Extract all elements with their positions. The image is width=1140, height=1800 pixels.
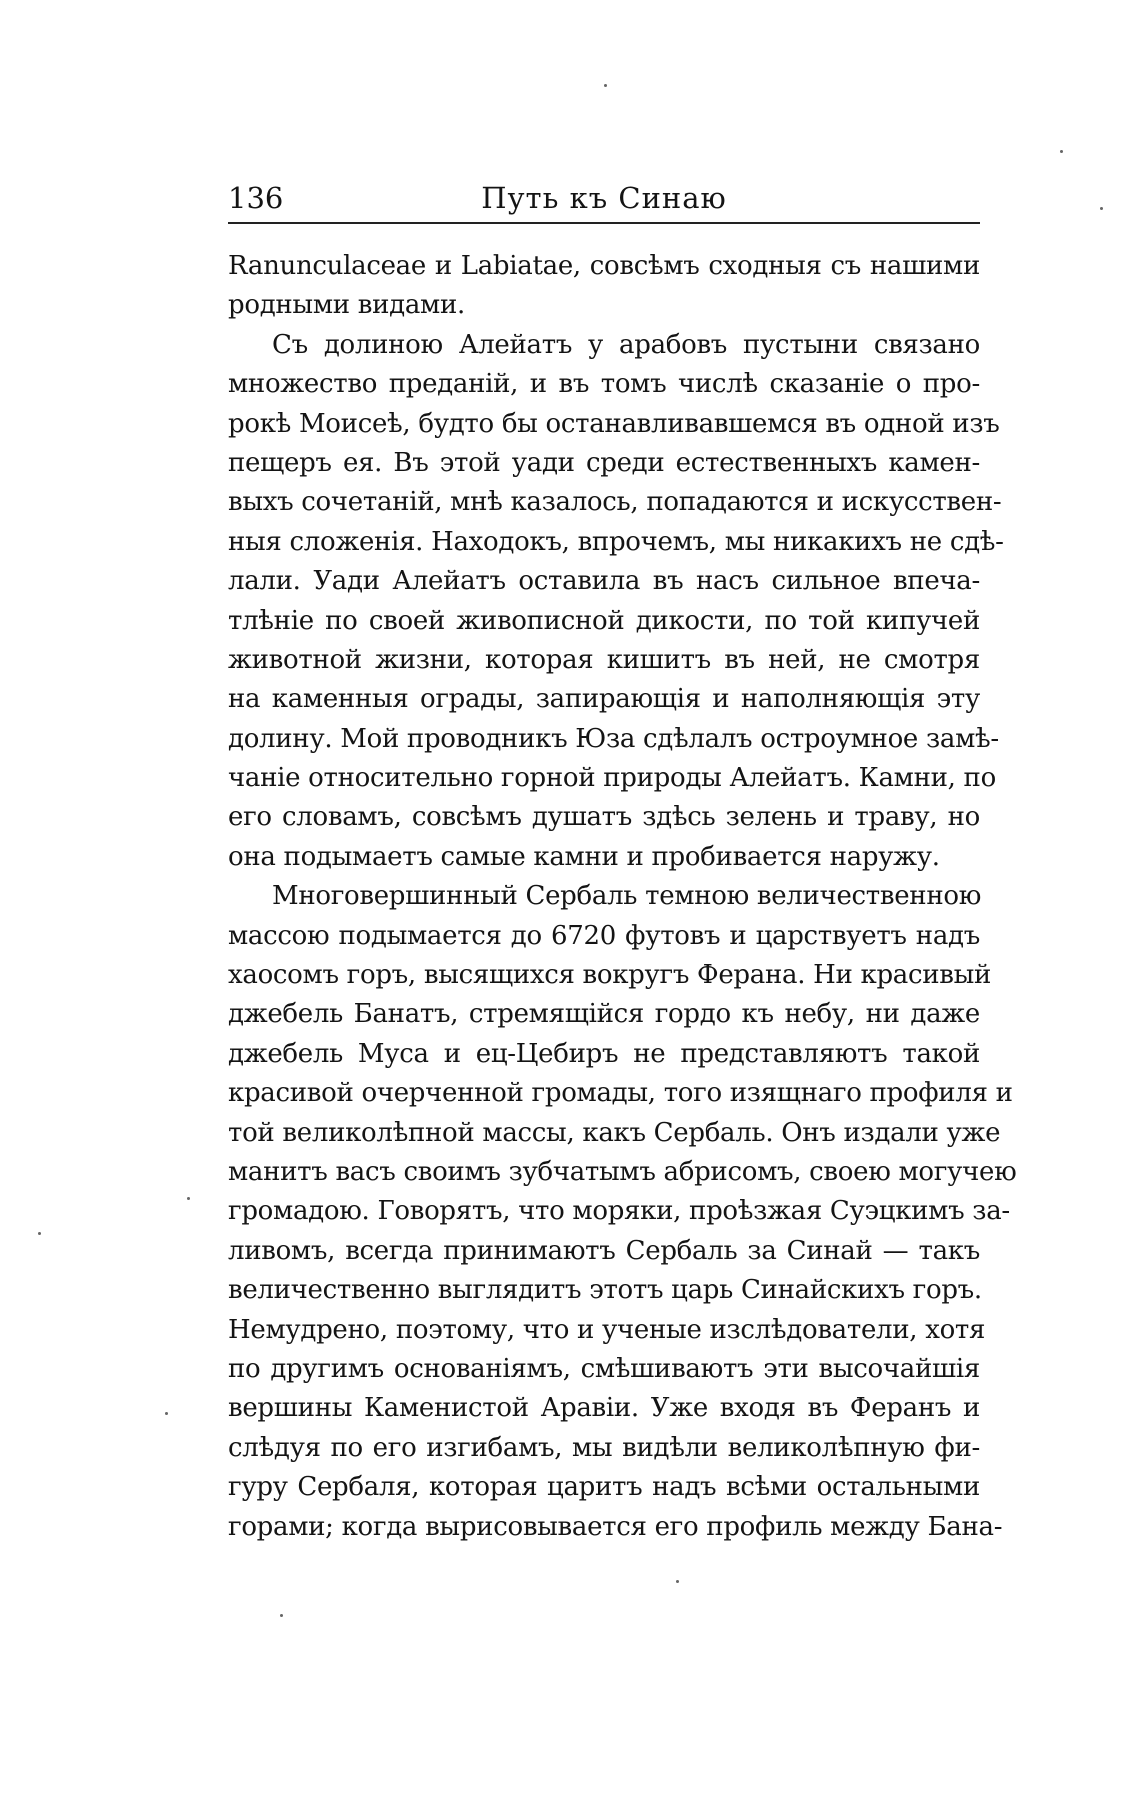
text-line: вершины Каменистой Аравіи. Уже входя въ Феранъ и bbox=[228, 1393, 980, 1424]
text-line: рокѣ Моисеѣ, будто бы останавливавшемся въ одной изъ bbox=[228, 408, 1000, 439]
scan-speck bbox=[1100, 207, 1103, 210]
text-line: Многовершинный Сербаль темною величественною bbox=[272, 881, 982, 912]
text-line: ныя сложенія. Находокъ, впрочемъ, мы никакихъ не сдѣ- bbox=[228, 526, 1004, 557]
text-line: хаосомъ горъ, высящихся вокругъ Ферана. Ни красивый bbox=[228, 960, 992, 991]
running-title: Путь къ Синаю bbox=[481, 181, 727, 215]
text-line: долину. Мой проводникъ Юза сдѣлалъ остроумное замѣ- bbox=[228, 723, 999, 754]
text-line: выхъ сочетаній, мнѣ казалось, попадаются и искусствен- bbox=[228, 487, 1002, 518]
text-line: по другимъ основаніямъ, смѣшиваютъ эти высочайшія bbox=[228, 1353, 980, 1384]
text-line: Ranunculaceae и Labiatae, совсѣмъ сходныя съ нашими bbox=[228, 251, 980, 281]
text-line: пещеръ ея. Въ этой уади среди естественныхъ камен- bbox=[228, 447, 980, 478]
text-line: красивой очерченной громады, того изящнаго профиля и bbox=[228, 1078, 1013, 1109]
text-line: Немудрено, поэтому, что и ученые изслѣдователи, хотя bbox=[228, 1314, 986, 1345]
scan-speck bbox=[604, 84, 607, 87]
body-text bbox=[228, 247, 1017, 1547]
scan-speck bbox=[1060, 150, 1063, 153]
text-line: слѣдуя по его изгибамъ, мы видѣли великолѣпную фи- bbox=[228, 1432, 980, 1463]
text-line: джебель Муса и ец-Цебиръ не представляютъ такой bbox=[228, 1038, 980, 1069]
text-line: громадою. Говорятъ, что моряки, проѣзжая Суэцкимъ за- bbox=[228, 1196, 1010, 1227]
text-line: горами; когда вырисовывается его профиль между Бана- bbox=[228, 1511, 1003, 1542]
scan-speck bbox=[187, 1197, 190, 1200]
scan-speck bbox=[676, 1580, 679, 1583]
text-line: ливомъ, всегда принимаютъ Сербаль за Синай — такъ bbox=[228, 1235, 980, 1266]
scan-speck bbox=[38, 1232, 41, 1235]
text-line: на каменныя ограды, запирающія и наполняющія эту bbox=[228, 684, 980, 715]
text-line: тлѣніе по своей живописной дикости, по той кипучей bbox=[228, 605, 980, 636]
text-line: джебель Банатъ, стремящійся гордо къ небу, ни даже bbox=[228, 999, 980, 1030]
text-line: животной жизни, которая кишитъ въ ней, не смотря bbox=[228, 644, 980, 675]
text-line: величественно выглядитъ этотъ царь Синайскихъ горъ. bbox=[228, 1275, 982, 1306]
scan-speck bbox=[165, 1412, 168, 1415]
text-line: родными видами. bbox=[228, 290, 465, 321]
page-header bbox=[228, 178, 980, 222]
text-line: его словамъ, совсѣмъ душатъ здѣсь зелень и траву, но bbox=[228, 802, 980, 833]
page-number: 136 bbox=[228, 181, 284, 215]
text-line: множество преданій, и въ томъ числѣ сказаніе о про- bbox=[228, 369, 980, 400]
text-line: гуру Сербаля, которая царитъ надъ всѣми остальными bbox=[228, 1472, 980, 1503]
scan-speck bbox=[280, 1614, 283, 1617]
text-line: лали. Уади Алейатъ оставила въ насъ сильное впеча- bbox=[228, 566, 980, 597]
text-line: массою подымается до 6720 футовъ и царствуетъ надъ bbox=[228, 920, 980, 951]
text-line: она подымаетъ самые камни и пробивается наружу. bbox=[228, 841, 940, 872]
text-line: чаніе относительно горной природы Алейатъ. Камни, по bbox=[228, 763, 996, 794]
text-line: Съ долиною Алейатъ у арабовъ пустыни связано bbox=[272, 329, 980, 360]
text-line: той великолѣпной массы, какъ Сербаль. Онъ издали уже bbox=[228, 1117, 1001, 1148]
text-line: манитъ васъ своимъ зубчатымъ абрисомъ, своею могучею bbox=[228, 1156, 1017, 1187]
header-rule bbox=[228, 222, 980, 224]
